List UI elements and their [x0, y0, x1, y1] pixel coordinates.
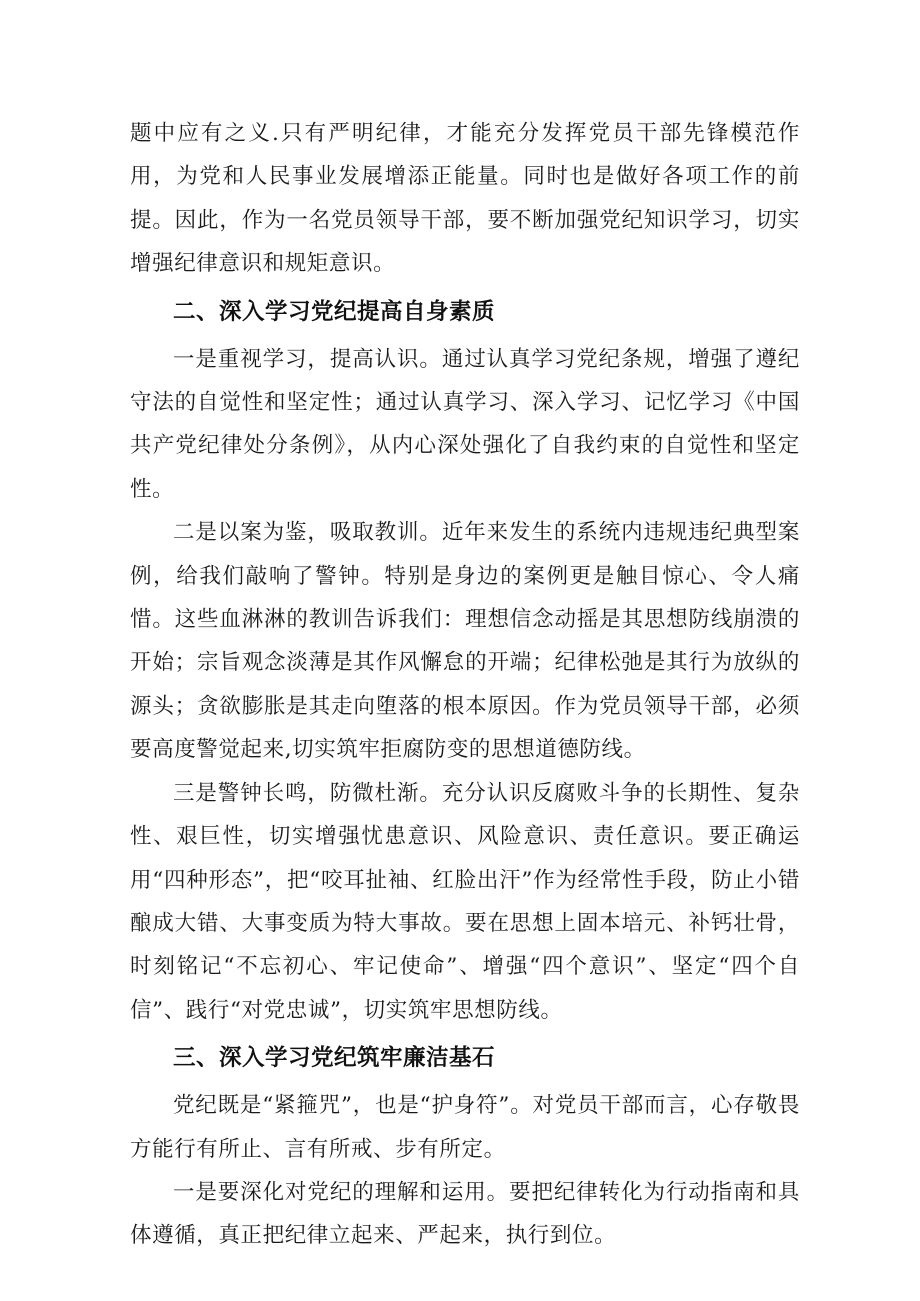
paragraph-case-lessons: 二是以案为鉴，吸取教训。近年来发生的系统内违规违纪典型案例，给我们敲响了警钟。特别是身边的案例更是触目惊心、令人痛惜。这些血淋淋的教训告诉我们：理想信念动摇是其思想防线崩溃的开始；宗旨观念淡薄是其作风懈怠的开端；纪律松弛是其行为放纵的源头；贪欲膨胀是其走向堕落的根本原因。作为党员领导干部，必须要高度警觉起来,切实筑牢拒腐防变的思想道德防线。: [130, 520, 800, 763]
document-body: [130, 112, 800, 1258]
section-heading-3: 三、深入学习党纪筑牢廉洁基石: [173, 1045, 496, 1072]
paragraph-study-awareness: 一是重视学习，提高认识。通过认真学习党纪条规，增强了遵纪守法的自觉性和坚定性；通过认真学习、深入学习、记忆学习《中国共产党纪律处分条例》，从内心深处强化了自我约束的自觉性和坚定性。: [130, 346, 800, 502]
paragraph-alarm-bell: 三是警钟长鸣，防微杜渐。充分认识反腐败斗争的长期性、复杂性、艰巨性，切实增强忧患意识、风险意识、责任意识。要正确运用“四种形态”，把“咬耳扯袖、红脸出汗”作为经常性手段，防止小错酿成大错、大事变质为特大事故。要在思想上固本培元、补钙壮骨，时刻铭记“不忘初心、牢记使命”、增强“四个意识”、坚定“四个自信”、践行“对党忠诚”，切实筑牢思想防线。: [130, 780, 800, 1023]
paragraph-discipline-intro: 党纪既是“紧箍咒”，也是“护身符”。对党员干部而言，心存敬畏方能行有所止、言有所戒、步有所定。: [130, 1093, 800, 1162]
paragraph-intro-continuation: 题中应有之义.只有严明纪律，才能充分发挥党员干部先锋模范作用，为党和人民事业发展增添正能量。同时也是做好各项工作的前提。因此，作为一名党员领导干部，要不断加强党纪知识学习，切实增强纪律意识和规矩意识。: [130, 121, 800, 277]
section-heading-2: 二、深入学习党纪提高自身素质: [173, 298, 496, 325]
paragraph-deepen-understanding: 一是要深化对党纪的理解和运用。要把纪律转化为行动指南和具体遵循，真正把纪律立起来、严起来，执行到位。: [130, 1179, 800, 1249]
